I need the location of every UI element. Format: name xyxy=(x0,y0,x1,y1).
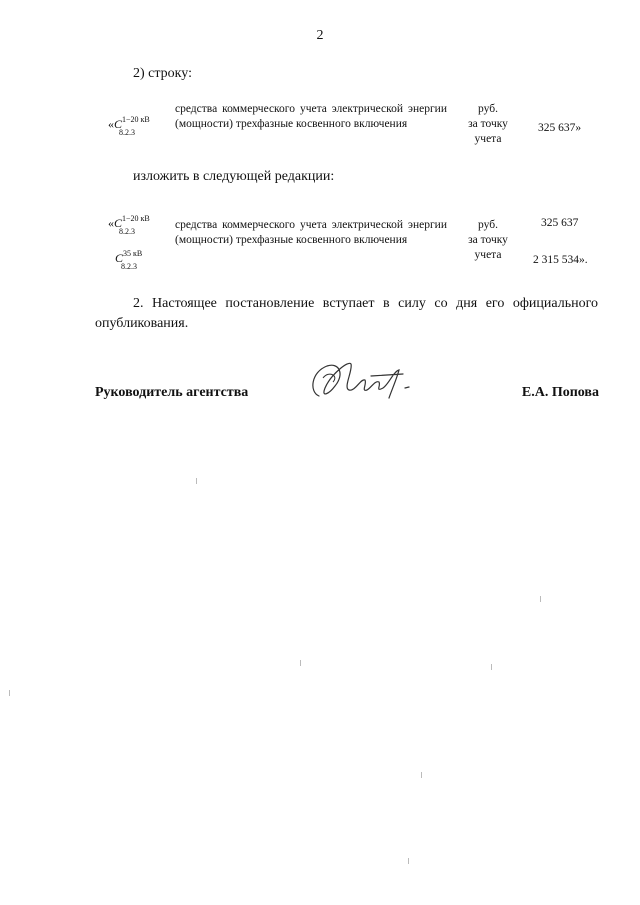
new-row-unit-line1: руб. xyxy=(478,219,498,231)
scan-speck xyxy=(9,690,10,696)
new-row-value-2: 2 315 534». xyxy=(533,254,588,266)
replace-instruction: изложить в следующей редакции: xyxy=(133,169,335,184)
new-row-open-quote: « xyxy=(108,216,114,230)
scan-speck xyxy=(421,772,422,778)
handwritten-signature xyxy=(305,352,415,412)
old-row-unit-line3: учета xyxy=(474,133,502,145)
new-row-code1-letter: C xyxy=(114,216,123,230)
new-row-code1-sub: 8.2.3 xyxy=(119,227,135,236)
new-row-code2-sub: 8.2.3 xyxy=(121,262,137,271)
new-row-code1-sup: 1−20 кВ xyxy=(122,214,150,223)
new-row-code2-sup: 35 кВ xyxy=(123,249,143,258)
new-row-description: средства коммерческого учета электрической энергии (мощности) трехфазные косвенного включения xyxy=(175,219,447,246)
new-row-unit xyxy=(456,218,520,263)
scan-speck xyxy=(196,478,197,484)
new-row-code-2 xyxy=(115,249,143,271)
scan-speck xyxy=(300,660,301,666)
new-row-value-1: 325 637 xyxy=(541,217,579,229)
old-row-open-quote: « xyxy=(108,117,114,131)
old-row-unit-line1: руб. xyxy=(478,103,498,115)
scan-speck xyxy=(540,596,541,602)
scan-speck xyxy=(491,664,492,670)
new-row-code2-letter: C xyxy=(115,251,124,265)
item-intro: 2) строку: xyxy=(133,66,192,81)
signatory-role: Руководитель агентства xyxy=(95,385,249,400)
old-row-code-letter: C xyxy=(114,117,123,131)
paragraph-effective-date: 2. Настоящее постановление вступает в силу со дня его официального опубликования. xyxy=(95,296,598,331)
old-row-description: средства коммерческого учета электрической энергии (мощности) трехфазные косвенного включения xyxy=(175,103,447,130)
old-row-value: 325 637» xyxy=(538,122,582,134)
signatory-name: Е.А. Попова xyxy=(521,385,599,400)
old-row-unit xyxy=(456,102,520,147)
new-row-unit-line2: за точку xyxy=(468,234,508,246)
old-row-code xyxy=(108,115,150,137)
scan-speck xyxy=(408,858,409,864)
old-row-code-sup: 1−20 кВ xyxy=(122,115,150,124)
old-row-unit-line2: за точку xyxy=(468,118,508,130)
page-number: 2 xyxy=(316,28,324,43)
new-row-code-1 xyxy=(108,214,150,236)
new-row-unit-line3: учета xyxy=(474,249,502,261)
old-row-code-sub: 8.2.3 xyxy=(119,128,135,137)
